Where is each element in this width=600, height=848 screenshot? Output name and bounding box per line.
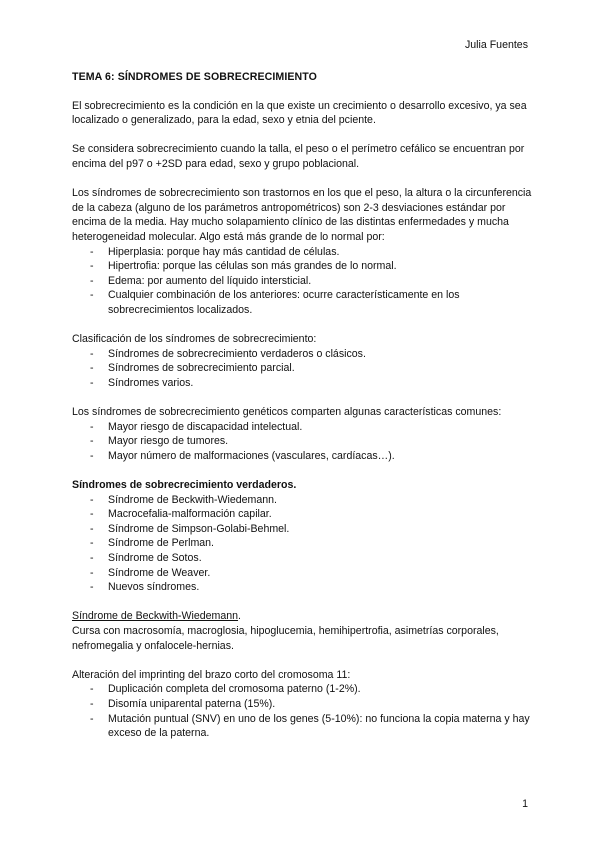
classification-intro: Clasificación de los síndromes de sobrecrecimiento: <box>72 333 317 346</box>
list-item: - Síndrome de Sotos. <box>72 551 532 566</box>
list-item: - Nuevos síndromes. <box>72 580 532 595</box>
beckwith-heading-line <box>72 609 532 624</box>
imprinting-list <box>72 682 532 740</box>
imprinting-intro: Alteración del imprinting del brazo corto del cromosoma 11: <box>72 668 351 681</box>
beckwith-heading-suffix: . <box>238 610 241 623</box>
list-item: - Hipertrofia: porque las células son más grandes de lo normal. <box>72 259 532 274</box>
list-item: - Mutación puntual (SNV) en uno de los genes (5-10%): no funciona la copia materna y hay exceso de la paterna. <box>72 712 532 741</box>
list-item: - Síndrome de Beckwith-Wiedemann. <box>72 493 532 508</box>
list-item: - Cualquier combinación de los anteriores: ocurre característicamente en los sobrecrecimientos localizados. <box>72 288 532 317</box>
paragraph-definition: El sobrecrecimiento es la condición en la que existe un crecimiento o desarrollo excesivo, ya sea localizado o generalizado, para la edad, sexo y etnia del pciente. <box>72 99 527 127</box>
true-syndromes-heading: Síndromes de sobrecrecimiento verdaderos. <box>72 479 297 492</box>
list-item: - Macrocefalia-malformación capilar. <box>72 507 532 522</box>
list-item: - Duplicación completa del cromosoma paterno (1-2%). <box>72 682 532 697</box>
document-body <box>72 70 532 755</box>
document-title: TEMA 6: SÍNDROMES DE SOBRECRECIMIENTO <box>72 71 318 83</box>
list-item: - Síndromes de sobrecrecimiento verdaderos o clásicos. <box>72 347 532 362</box>
paragraph-syndromes-intro: Los síndromes de sobrecrecimiento son trastornos en los que el peso, la altura o la circunferencia de la cabeza (alguno de los parámetros antropométricos) son 2-3 desviaciones estándar por encima de la media. Hay mucho solapamiento clínico de las distintas enfermedades y mucha heterogeneidad molecular. Algo está más grande de lo normal por: <box>72 187 532 243</box>
list-item: - Edema: por aumento del líquido intersticial. <box>72 274 532 289</box>
list-item: - Síndromes varios. <box>72 376 532 391</box>
genetic-intro: Los síndromes de sobrecrecimiento genéticos comparten algunas características comunes: <box>72 406 502 419</box>
list-item: - Síndrome de Weaver. <box>72 566 532 581</box>
list-item: - Síndrome de Perlman. <box>72 536 532 551</box>
true-syndromes-list <box>72 493 532 595</box>
causes-list <box>72 245 532 318</box>
list-item: - Mayor riesgo de discapacidad intelectual. <box>72 420 532 435</box>
list-item: - Mayor riesgo de tumores. <box>72 434 532 449</box>
list-item: - Síndrome de Simpson-Golabi-Behmel. <box>72 522 532 537</box>
beckwith-heading: Síndrome de Beckwith-Wiedemann <box>72 610 239 623</box>
list-item: - Síndromes de sobrecrecimiento parcial. <box>72 361 532 376</box>
list-item: - Disomía uniparental paterna (15%). <box>72 697 532 712</box>
genetic-list <box>72 420 532 464</box>
paragraph-criteria: Se considera sobrecrecimiento cuando la talla, el peso o el perímetro cefálico se encuentran por encima del p97 o +2SD para edad, sexo y grupo poblacional. <box>72 143 525 170</box>
classification-list <box>72 347 532 391</box>
page-number: 1 <box>522 798 528 810</box>
beckwith-description: Cursa con macrosomía, macroglosia, hipoglucemia, hemihipertrofia, asimetrías corporales, nefromegalia y onfalocele-hernias. <box>72 624 499 652</box>
list-item: - Mayor número de malformaciones (vasculares, cardíacas…). <box>72 449 532 464</box>
author-name: Julia Fuentes <box>464 39 528 51</box>
list-item: - Hiperplasia: porque hay más cantidad de células. <box>72 245 532 260</box>
